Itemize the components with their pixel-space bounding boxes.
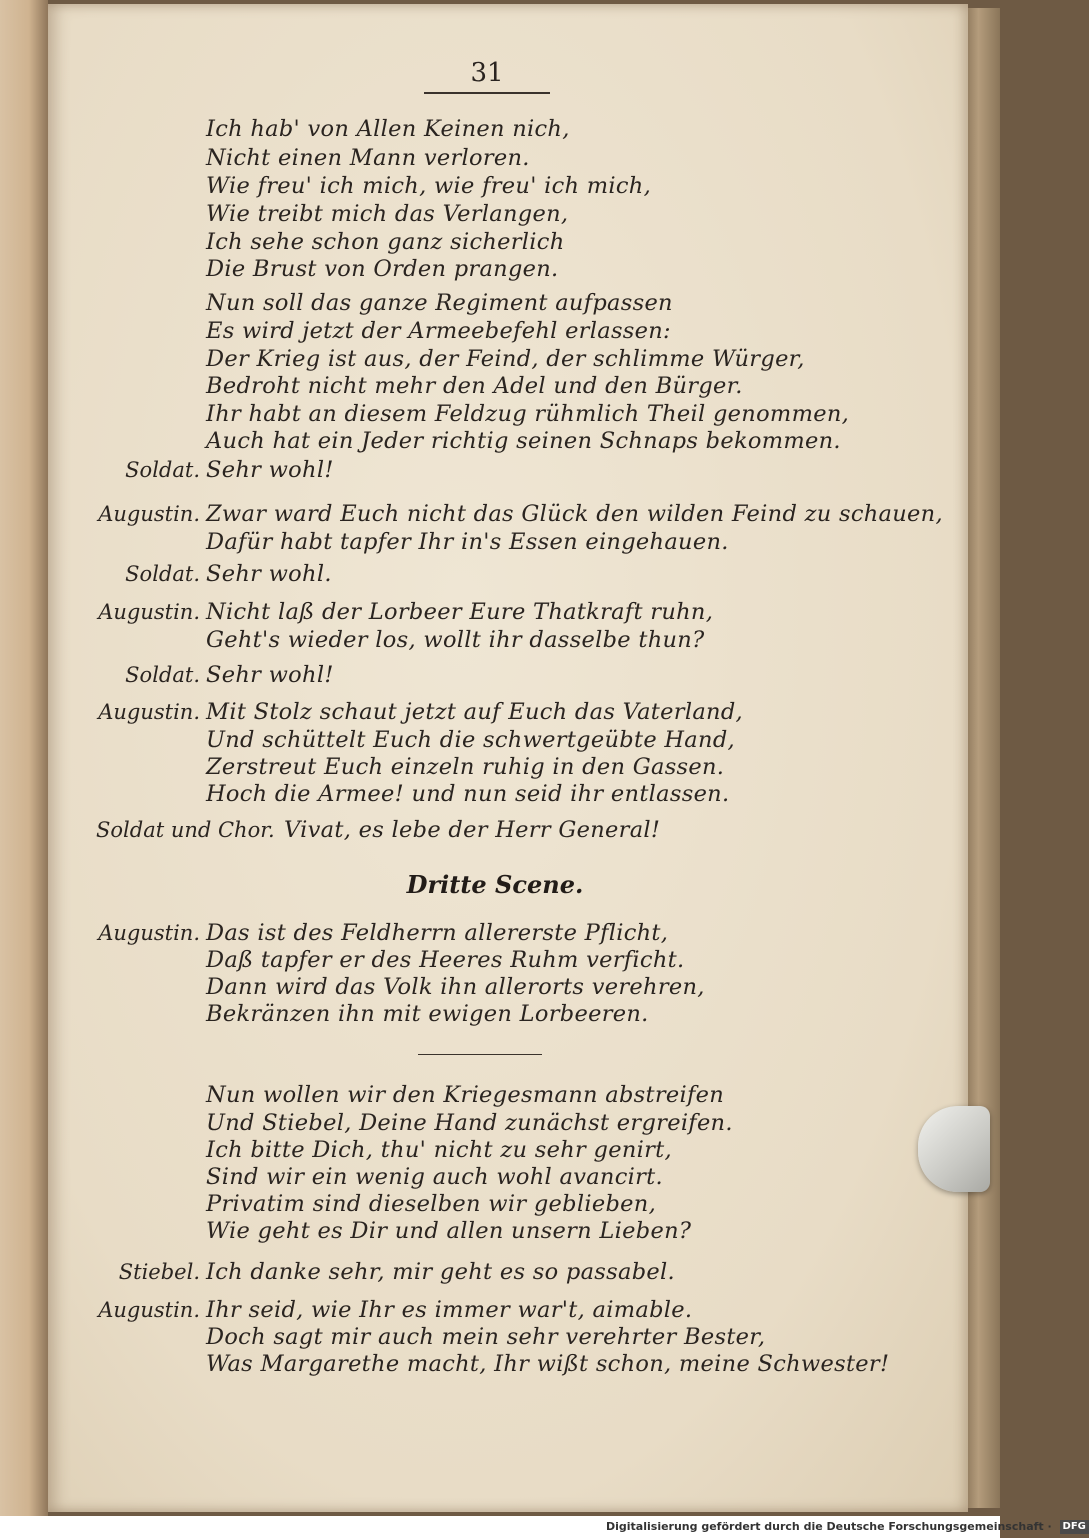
page-stack-edge — [964, 8, 1000, 1508]
verse-line: Ich hab' von Allen Keinen nich, — [206, 116, 570, 142]
verse-line: Die Brust von Orden prangen. — [206, 256, 559, 282]
page-number: 31 — [470, 58, 504, 88]
verse-line: Ich sehe schon ganz sicherlich — [206, 229, 565, 255]
verse-line: Nicht einen Mann verloren. — [206, 145, 530, 171]
speaker-label: Soldat und Chor. — [96, 818, 275, 842]
speaker-label: Augustin. — [98, 1298, 200, 1322]
digitization-credit — [606, 1516, 1086, 1538]
verse-line: Sehr wohl! — [206, 662, 334, 688]
speaker-label: Augustin. — [98, 700, 200, 724]
speaker-label: Soldat. — [125, 562, 200, 586]
section-divider — [418, 1054, 542, 1055]
speaker-label: Soldat. — [125, 663, 200, 687]
speaker-label: Augustin. — [98, 502, 200, 526]
verse-line: Ich danke sehr, mir geht es so passabel. — [206, 1259, 675, 1285]
speaker-label: Stiebel. — [118, 1260, 200, 1284]
verse-line: Sind wir ein wenig auch wohl avancirt. — [206, 1164, 663, 1190]
page-clip — [918, 1106, 990, 1192]
verse-line: Was Margarethe macht, Ihr wißt schon, meine Schwester! — [206, 1351, 890, 1377]
page-number-rule — [424, 92, 550, 94]
speaker-label: Augustin. — [98, 921, 200, 945]
verse-line: Bedroht nicht mehr den Adel und den Bürger. — [206, 373, 743, 399]
verse-line: Vivat, es lebe der Herr General! — [284, 817, 661, 843]
verse-line: Nun soll das ganze Regiment aufpassen — [206, 290, 673, 316]
verse-line: Dann wird das Volk ihn allerorts verehren, — [206, 974, 705, 1000]
dfg-logo: DFG — [1060, 1520, 1089, 1534]
verse-line: Daß tapfer er des Heeres Ruhm verficht. — [206, 947, 685, 973]
previous-page-edge — [0, 0, 48, 1520]
credit-text: Digitalisierung gefördert durch die Deutsche Forschungsgemeinschaft · — [606, 1520, 1052, 1533]
verse-line: Geht's wieder los, wollt ihr dasselbe thun? — [206, 627, 705, 653]
speaker-label: Augustin. — [98, 600, 200, 624]
verse-line: Es wird jetzt der Armeebefehl erlassen: — [206, 318, 671, 344]
verse-line: Nun wollen wir den Kriegesmann abstreifen — [206, 1082, 725, 1108]
verse-line: Wie treibt mich das Verlangen, — [206, 201, 569, 227]
verse-line: Wie freu' ich mich, wie freu' ich mich, — [206, 173, 652, 199]
verse-line: Mit Stolz schaut jetzt auf Euch das Vaterland, — [206, 699, 743, 725]
speaker-label: Soldat. — [125, 458, 200, 482]
verse-line: Der Krieg ist aus, der Feind, der schlimme Würger, — [206, 346, 805, 372]
verse-line: Dafür habt tapfer Ihr in's Essen eingehauen. — [206, 529, 729, 555]
verse-line: Sehr wohl! — [206, 457, 334, 483]
verse-line: Privatim sind dieselben wir geblieben, — [206, 1191, 657, 1217]
verse-line: Ich bitte Dich, thu' nicht zu sehr genirt, — [206, 1137, 672, 1163]
verse-line: Zwar ward Euch nicht das Glück den wilden Feind zu schauen, — [206, 501, 943, 527]
verse-line: Zerstreut Euch einzeln ruhig in den Gassen. — [206, 754, 725, 780]
verse-line: Doch sagt mir auch mein sehr verehrter Bester, — [206, 1324, 766, 1350]
verse-line: Ihr seid, wie Ihr es immer war't, aimable. — [206, 1297, 693, 1323]
verse-line: Hoch die Armee! und nun seid ihr entlassen. — [206, 781, 730, 807]
verse-line: Bekränzen ihn mit ewigen Lorbeeren. — [206, 1001, 649, 1027]
verse-line: Sehr wohl. — [206, 561, 332, 587]
scene-heading: Dritte Scene. — [406, 870, 584, 899]
verse-line: Wie geht es Dir und allen unsern Lieben? — [206, 1218, 692, 1244]
verse-line: Das ist des Feldherrn allererste Pflicht, — [206, 920, 669, 946]
verse-line: Auch hat ein Jeder richtig seinen Schnaps bekommen. — [206, 428, 841, 454]
verse-line: Ihr habt an diesem Feldzug rühmlich Theil genommen, — [206, 401, 850, 427]
verse-line: Und schüttelt Euch die schwertgeübte Hand, — [206, 727, 735, 753]
verse-line: Nicht laß der Lorbeer Eure Thatkraft ruhn, — [206, 599, 714, 625]
verse-line: Und Stiebel, Deine Hand zunächst ergreifen. — [206, 1110, 733, 1136]
